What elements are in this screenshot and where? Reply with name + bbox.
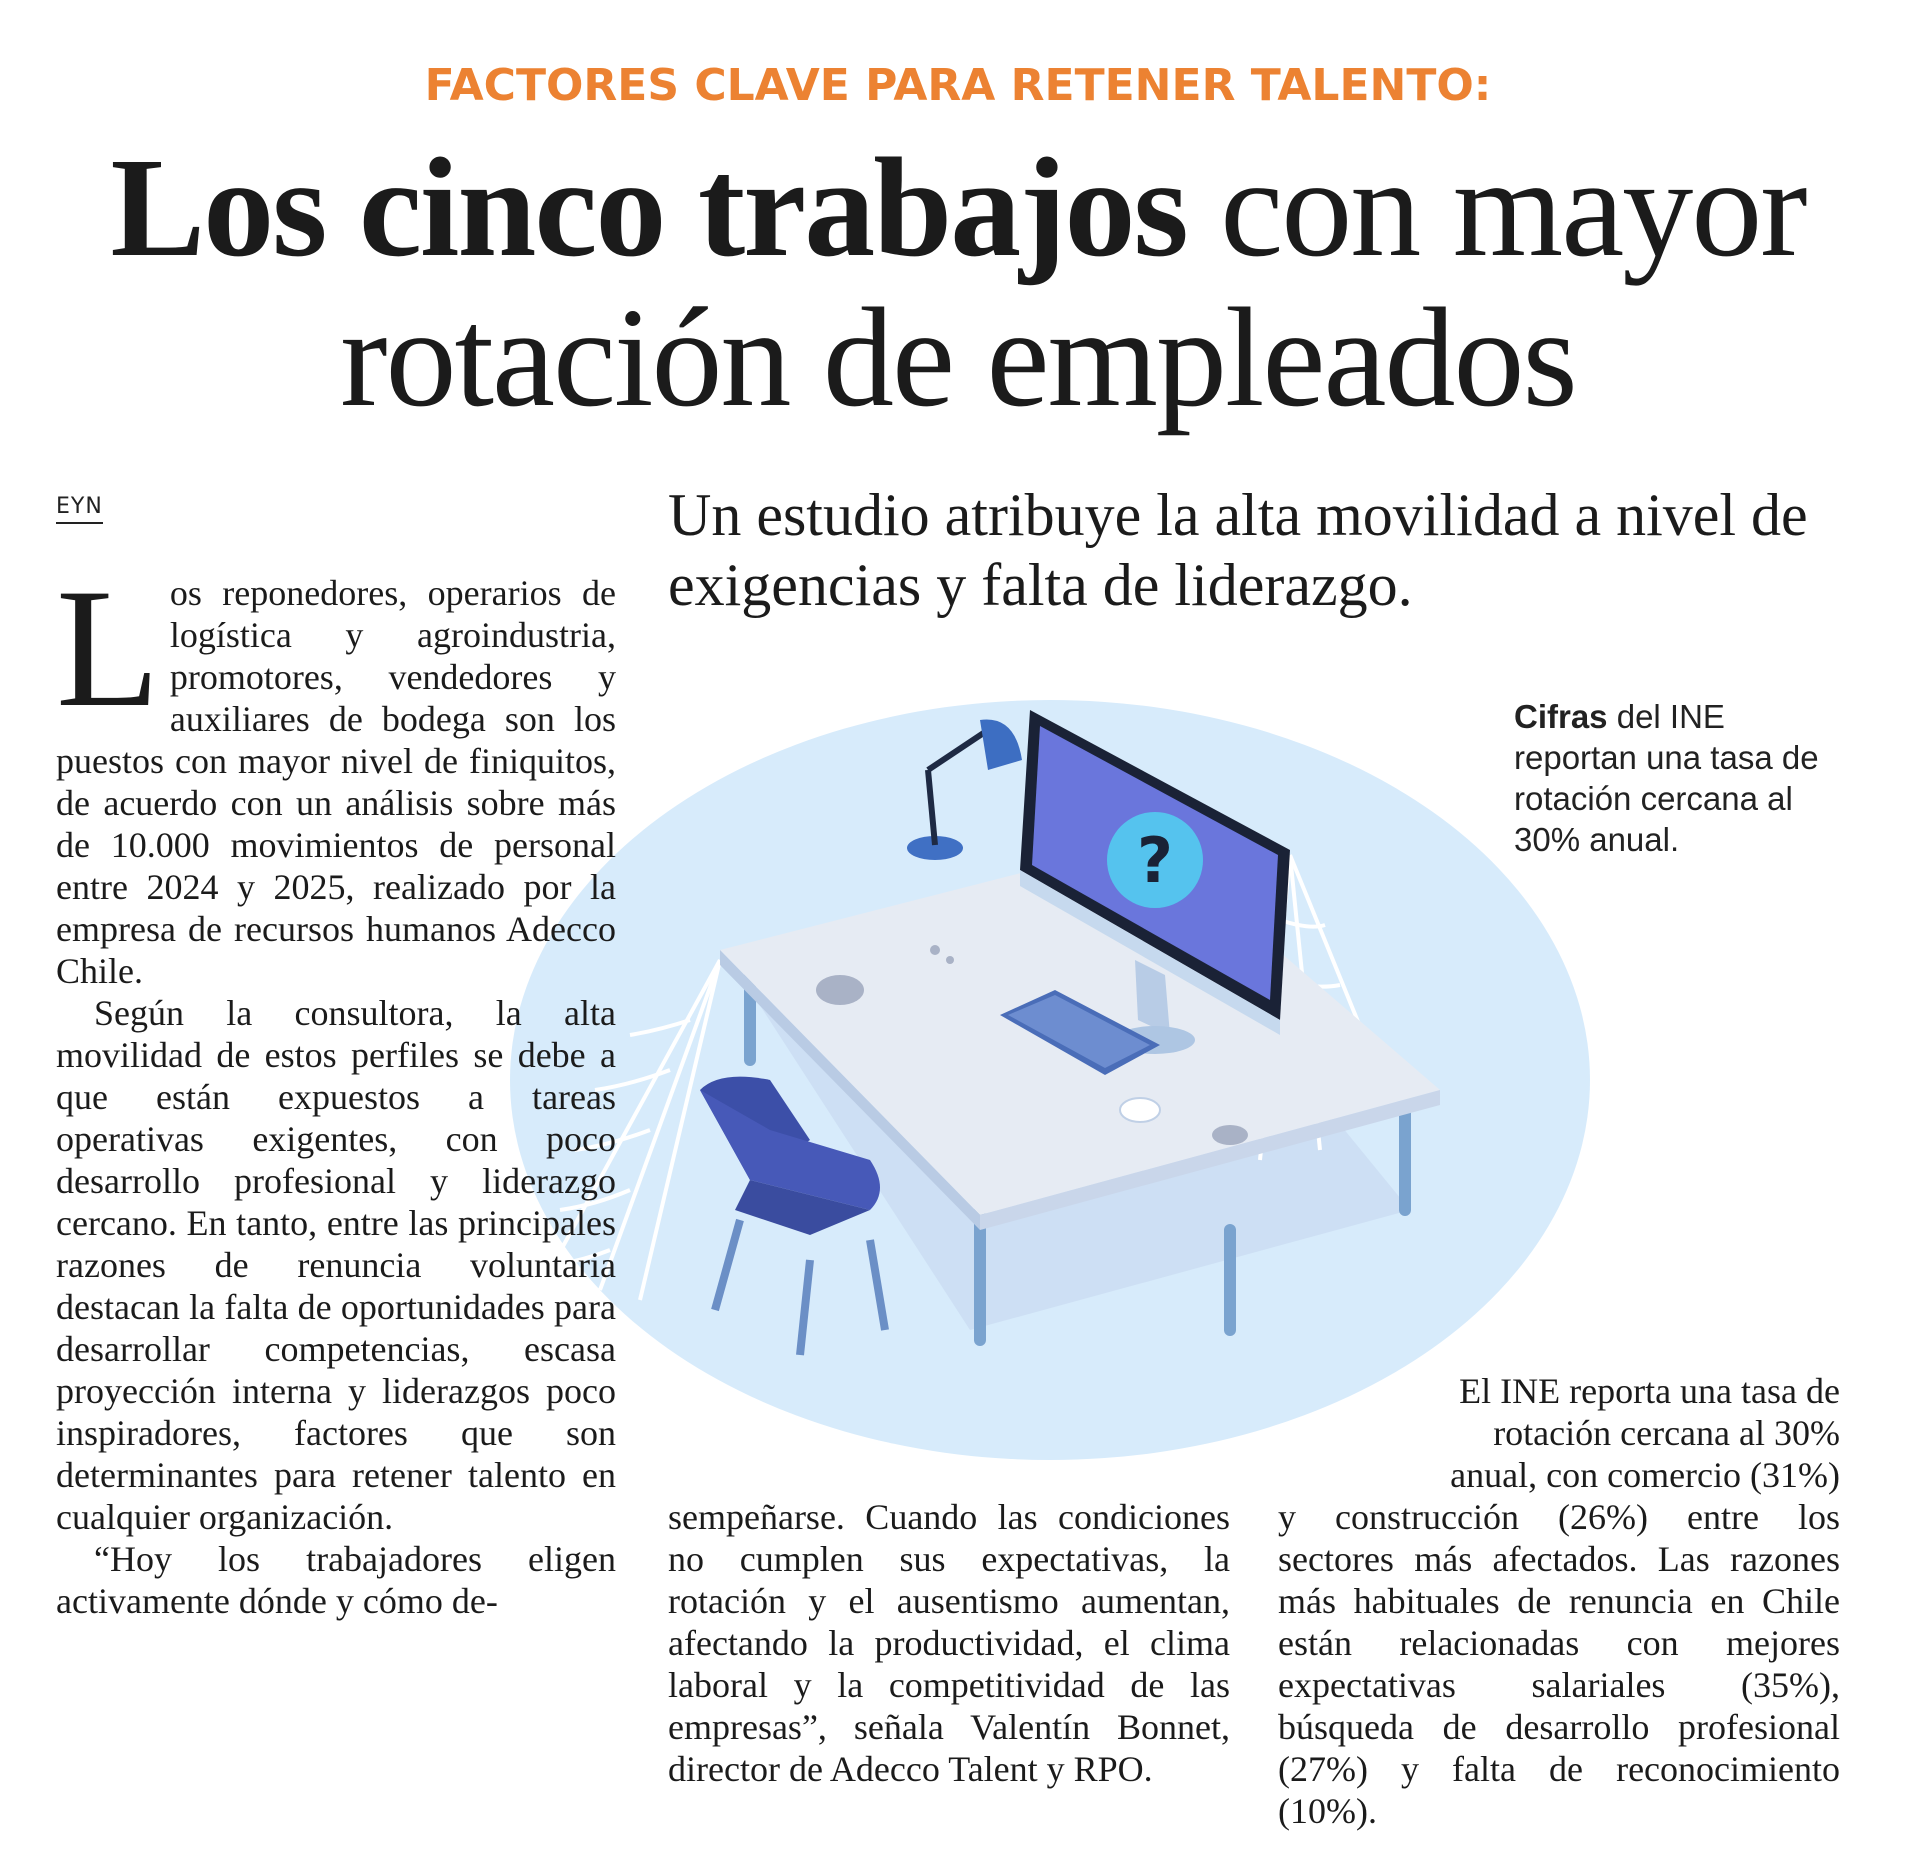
- kicker: FACTORES CLAVE PARA RETENER TALENTO:: [424, 60, 1492, 111]
- column-2: [668, 1496, 1230, 1790]
- headline: [60, 128, 1856, 436]
- byline: EYN: [56, 494, 103, 524]
- paragraph-4-start: El INE reporta una tasa de rotación cercana al 30% anual, con comercio (31%): [1450, 1371, 1840, 1495]
- paragraph-1: os reponedores, operarios de logística y agroindustria, promotores, vendedores y auxiliares de bodega son los puestos con mayor nivel de finiquitos, de acuerdo con un análisis sobre más de 10.000 movimientos de personal entre 2024 y 2025, realizado por la empresa de recursos humanos Adecco Chile.: [56, 573, 616, 991]
- dust-clump: [1212, 1125, 1248, 1145]
- paragraph-4-end: y construcción (26%) entre los sectores más afectados. Las razones más habituales de renuncia en Chile están relacionadas con mejores expectativas salariales (35%), búsqueda de desarrollo profesional (27%) y falta de reconocimiento (10%).: [1278, 1497, 1840, 1831]
- paragraph-2: Según la consultora, la alta movilidad de estos perfiles se debe a que están expuestos a tareas operativas exigentes, con poco desarrollo profesional y liderazgo cercano. En tanto, entre las principales razones de renuncia voluntaria destacan la falta de oportunidades para desarrollar competencias, escasa proyección interna y liderazgos poco inspiradores, factores que son determinantes para retener talento en cualquier organización.: [56, 993, 616, 1537]
- desk-illustration: [510, 690, 1610, 1470]
- mouse: [1120, 1098, 1160, 1122]
- caption-rest: del INE reportan una tasa de rotación cercana al 30% anual.: [1514, 698, 1819, 858]
- subhead: Un estudio atribuye la alta movilidad a nivel de exigencias y falta de liderazgo.: [668, 482, 1808, 618]
- headline-bold: Los cinco trabajos: [110, 128, 1187, 286]
- question-mark: ?: [1137, 824, 1173, 897]
- paragraph-3-start: “Hoy los trabajadores eligen activamente dónde y cómo de-: [56, 1539, 616, 1621]
- column-3: [1278, 1370, 1840, 1832]
- drop-cap: L: [56, 554, 160, 742]
- headline-rest: con mayor rotación de empleados: [340, 128, 1806, 436]
- column-1: [56, 554, 616, 1622]
- dust-clump: [816, 975, 864, 1005]
- paragraph-3-end: sempeñarse. Cuando las condiciones no cumplen sus expectativas, la rotación y el ausentismo aumentan, afectando la productividad, el clima laboral y la competitividad de las empresas”, señala Valentín Bonnet, director de Adecco Talent y RPO.: [668, 1497, 1230, 1789]
- caption-bold: Cifras: [1514, 698, 1608, 735]
